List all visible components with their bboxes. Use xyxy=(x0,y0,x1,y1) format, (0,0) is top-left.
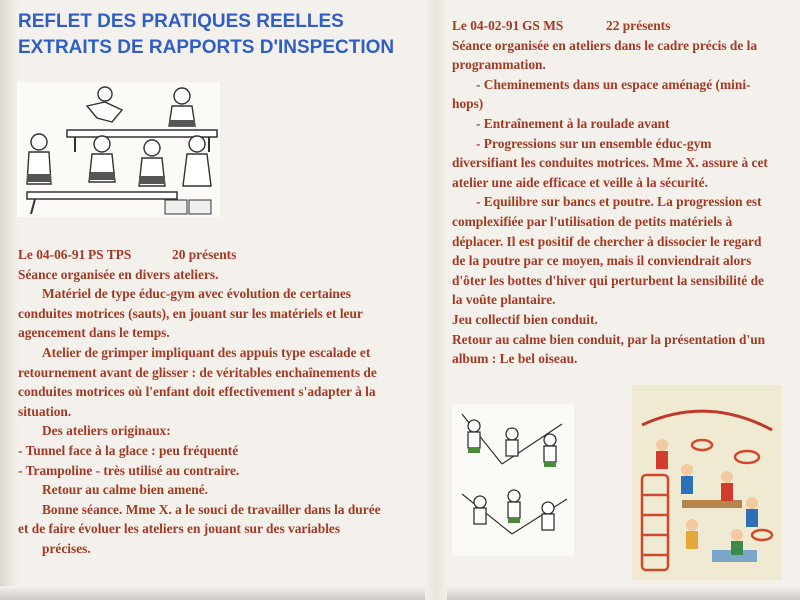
report-line: album : Le bel oiseau. xyxy=(452,351,578,367)
report-line: Retour au calme bien amené. xyxy=(42,482,208,498)
left-report-presents: 20 présents xyxy=(172,247,237,262)
report-line: retournement avant de glisser : de véritables enchaînements de xyxy=(18,364,377,380)
report-line: Retour au calme bien conduit, par la présentation d'un xyxy=(452,331,766,347)
title-line-2: EXTRAITS DE RAPPORTS D'INSPECTION xyxy=(18,37,395,58)
gym-bench-illustration xyxy=(17,82,220,217)
report-line: Séance organisée en divers ateliers. xyxy=(18,266,219,282)
right-report-presents: 22 présents xyxy=(606,18,671,33)
report-line: Séance organisée en ateliers dans le cadre précis de la xyxy=(452,37,758,53)
title-line-1: REFLET DES PRATIQUES REELLES xyxy=(18,11,344,32)
report-line: atelier une aide efficace et veille à la sécurité. xyxy=(452,174,708,190)
report-line: précises. xyxy=(42,540,91,556)
document-title xyxy=(18,9,438,61)
report-line: conduites motrices (sauts), en jouant sur les matériels et leur xyxy=(18,305,363,321)
report-line: - Tunnel face à la glace : peu fréquenté xyxy=(18,442,239,458)
report-line: conduites motrices où l'enfant doit effectivement s'adapter à la xyxy=(18,384,376,400)
report-line: Bonne séance. Mme X. a le souci de travailler dans la durée xyxy=(42,501,381,517)
left-inspection-report xyxy=(18,245,428,559)
report-line: hops) xyxy=(452,96,484,112)
right-inspection-report xyxy=(452,16,792,369)
report-line: d'ôter les bottes d'hiver qui perturbent la sensibilité de xyxy=(452,272,764,288)
report-line: situation. xyxy=(18,403,72,419)
report-line: complexifiée par l'utilisation de petits matériels à xyxy=(452,213,733,229)
report-line: programmation. xyxy=(452,57,546,73)
report-line: - Entraînement à la roulade avant xyxy=(476,115,670,131)
report-line: agencement dans le temps. xyxy=(18,325,170,341)
left-report-header xyxy=(18,245,428,265)
collective-game-illustration xyxy=(452,404,574,556)
page-fold xyxy=(425,0,447,600)
report-line: - Progressions sur un ensemble éduc-gym xyxy=(476,135,712,151)
report-line: et de faire évoluer les ateliers en jouant sur des variables xyxy=(18,521,341,537)
report-line: Matériel de type éduc-gym avec évolution de certaines xyxy=(42,286,352,302)
report-line: Atelier de grimper impliquant des appuis type escalade et xyxy=(42,344,371,360)
right-report-class: GS MS xyxy=(522,18,564,33)
left-report-class: PS TPS xyxy=(88,247,132,262)
report-line: de la poutre par ce moyen, mais il conviendrait alors xyxy=(452,253,752,269)
gym-course-illustration xyxy=(632,385,782,580)
report-line: Des ateliers originaux: xyxy=(42,423,171,439)
report-line: déplacer. Il est positif de chercher à dissocier le regard xyxy=(452,233,762,249)
right-report-header xyxy=(452,16,792,36)
report-line: - Equilibre sur bancs et poutre. La progression est xyxy=(476,194,762,210)
right-report-date: Le 04-02-91 xyxy=(452,18,520,33)
report-line: - Trampoline - très utilisé au contraire. xyxy=(18,462,240,478)
report-line: - Cheminements dans un espace aménagé (mini- xyxy=(476,76,751,92)
report-line: Jeu collectif bien conduit. xyxy=(452,311,598,327)
left-report-date: Le 04-06-91 xyxy=(18,247,86,262)
report-line: diversifiant les conduites motrices. Mme X. assure à cet xyxy=(452,155,768,171)
report-line: la voûte plantaire. xyxy=(452,292,556,308)
